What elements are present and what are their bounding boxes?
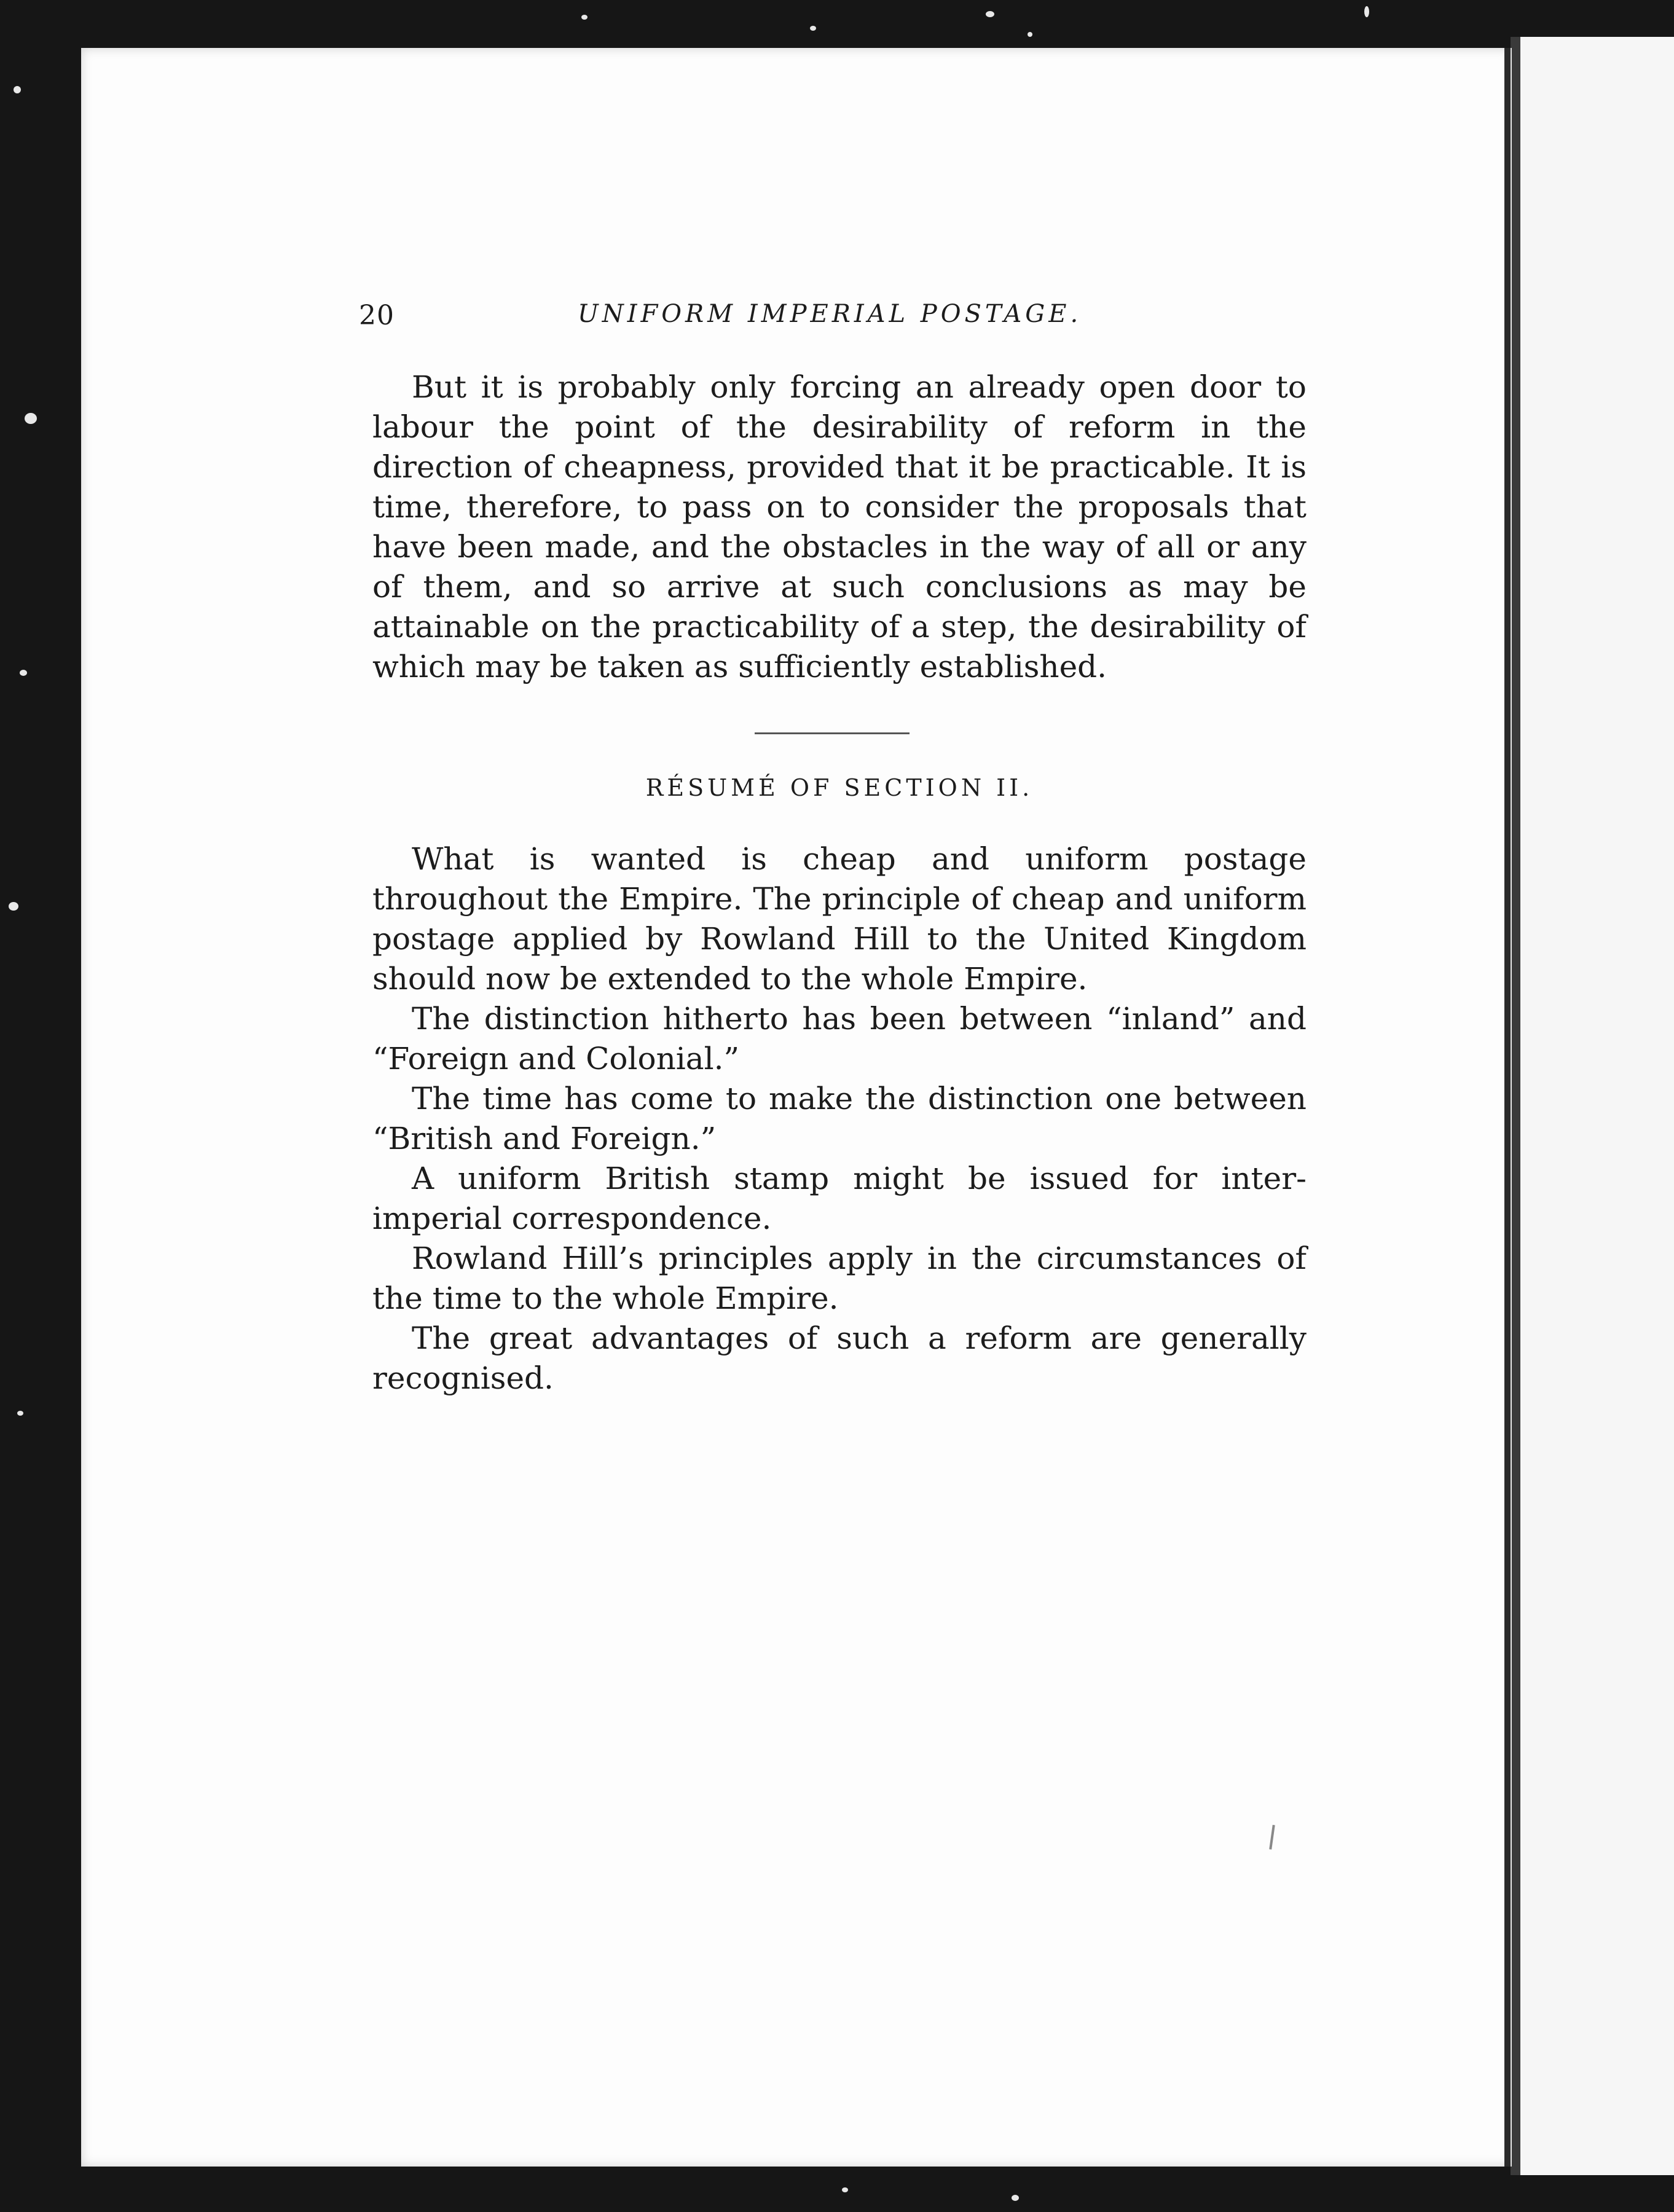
resume-point: The great advantages of such a reform are generally recognised. bbox=[372, 1320, 1307, 1396]
dust-speck bbox=[581, 15, 587, 20]
facing-page bbox=[1520, 37, 1674, 2175]
section-heading: RÉSUMÉ OF SECTION II. bbox=[645, 774, 1034, 801]
resume-point: Rowland Hill’s principles apply in the circumstances of the time to the whole Empire. bbox=[372, 1241, 1307, 1316]
body-text bbox=[372, 367, 1307, 687]
dust-speck bbox=[1012, 2195, 1019, 2201]
body-paragraph: But it is probably only forcing an already open door to labour the point of the desirability of reform in the direction of cheapness, provided that it be practicable. It is time, therefore, to pass on to consider the proposals that have been made, and the obstacles in the way of all or any of them, and so arrive at such conclusions as may be attainable on the practicability of a step, the desirability of which may be taken as sufficiently established. bbox=[372, 369, 1307, 684]
dust-speck bbox=[17, 1411, 23, 1416]
dust-speck bbox=[9, 902, 18, 911]
running-header bbox=[359, 300, 1084, 343]
dust-speck bbox=[14, 86, 21, 93]
resume-point: What is wanted is cheap and uniform postage throughout the Empire. The principle of cheap and uniform postage applied by Rowland Hill to the United Kingdom should now be extended to the whole Empire. bbox=[372, 841, 1307, 997]
running-title: UNIFORM IMPERIAL POSTAGE. bbox=[578, 300, 1082, 328]
section-divider-rule bbox=[755, 732, 910, 734]
dust-speck bbox=[842, 2187, 848, 2192]
dust-speck bbox=[1364, 6, 1369, 17]
dust-speck bbox=[1028, 32, 1032, 37]
dust-speck bbox=[810, 26, 816, 31]
resume-list bbox=[372, 839, 1307, 1398]
resume-point: A uniform British stamp might be issued for inter-imperial correspondence. bbox=[372, 1161, 1307, 1236]
dust-speck bbox=[25, 413, 37, 424]
facing-page-edge bbox=[1511, 37, 1520, 2175]
resume-point: The time has come to make the distinction one between “British and Foreign.” bbox=[372, 1081, 1307, 1156]
page-edge bbox=[1504, 48, 1511, 2167]
resume-point: The distinction hitherto has been between “inland” and “Foreign and Colonial.” bbox=[372, 1001, 1307, 1077]
dust-speck bbox=[20, 670, 27, 676]
dust-speck bbox=[986, 11, 994, 17]
page-number: 20 bbox=[359, 300, 395, 331]
